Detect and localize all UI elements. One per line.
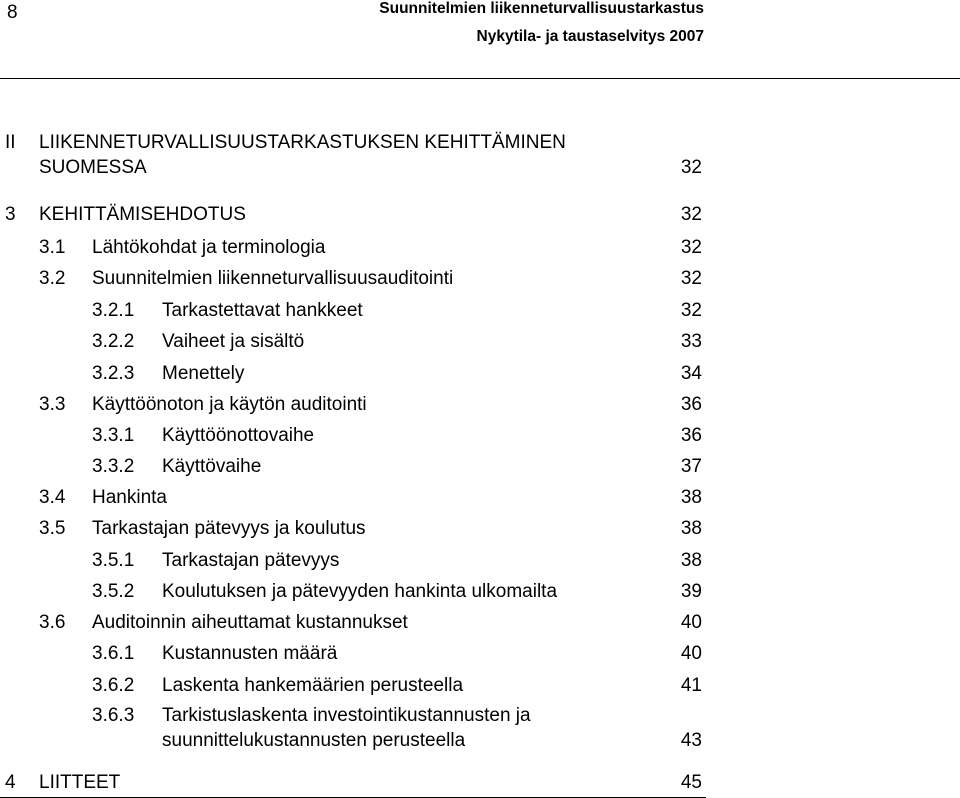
toc-number: 3.2.3 [92,363,135,384]
toc-title: Kustannusten määrä [162,643,338,664]
toc-page: 36 [680,394,702,415]
toc-number: 3.6.3 [92,705,135,726]
toc-title: Lähtökohdat ja terminologia [92,237,326,258]
toc-title: Auditoinnin aiheuttamat kustannukset [92,612,408,633]
toc-page: 36 [680,425,702,446]
toc-page: 41 [680,675,702,696]
toc-page: 38 [680,550,702,571]
toc-title: Käyttövaihe [162,456,262,477]
toc-title: suunnittelukustannusten perusteella [162,730,466,751]
toc-page: 32 [680,268,702,289]
toc-number: 3.6.2 [92,675,135,696]
toc-title: Vaiheet ja sisältö [162,331,305,352]
document-subtitle: Nykytila- ja taustaselvitys 2007 [476,28,704,45]
toc-page: 40 [680,612,702,633]
toc-title: Tarkastajan pätevyys ja koulutus [92,518,366,539]
toc-number: 3.3.2 [92,456,135,477]
toc-number: 3.1 [39,237,66,258]
toc-title: Menettely [162,363,245,384]
toc-page: 37 [680,456,702,477]
toc-number: 3.5.1 [92,550,135,571]
toc-number: 4 [5,772,16,793]
toc-page: 34 [680,363,702,384]
toc-title: Tarkastajan pätevyys [162,550,340,571]
toc-title: Hankinta [92,487,167,508]
toc-title: Laskenta hankemäärien perusteella [162,675,464,696]
toc-title: LIITTEET [39,772,121,793]
toc-page: 39 [680,581,702,602]
toc-page: 32 [680,157,702,178]
toc-title: Tarkistuslaskenta investointikustannusten ja [162,705,531,726]
toc-number: 3.3 [39,394,66,415]
toc-page: 32 [680,237,702,258]
document-title: Suunnitelmien liikenneturvallisuustarkastus [379,0,704,17]
toc-title: Tarkastettavat hankkeet [162,300,363,321]
toc-page: 45 [680,772,702,793]
toc-number: 3.2.1 [92,300,135,321]
toc-number: 3.5.2 [92,581,135,602]
toc-title: SUOMESSA [39,157,147,178]
toc-title: KEHITTÄMISEHDOTUS [39,204,246,225]
toc-number: 3.6 [39,612,66,633]
toc-page: 38 [680,518,702,539]
toc-number: 3.3.1 [92,425,135,446]
toc-number: 3 [5,204,16,225]
toc-number: II [5,132,16,153]
toc-page: 32 [680,204,702,225]
toc-number: 3.2.2 [92,331,135,352]
toc-number: 3.6.1 [92,643,135,664]
toc-title: Suunnitelmien liikenneturvallisuusauditointi [92,268,454,289]
page-number: 8 [7,2,18,23]
toc-page: 32 [680,300,702,321]
toc-page: 40 [680,643,702,664]
toc-page: 43 [680,730,702,751]
toc-number: 3.4 [39,487,66,508]
toc-title: LIIKENNETURVALLISUUSTARKASTUKSEN KEHITTÄMINEN [39,132,566,153]
toc-title: Käyttöönoton ja käytön auditointi [92,394,367,415]
toc-title: Koulutuksen ja pätevyyden hankinta ulkomailta [162,581,558,602]
toc-page: 33 [680,331,702,352]
toc-title: Käyttöönottovaihe [162,425,315,446]
toc-number: 3.5 [39,518,66,539]
toc-page: 38 [680,487,702,508]
toc-number: 3.2 [39,268,66,289]
